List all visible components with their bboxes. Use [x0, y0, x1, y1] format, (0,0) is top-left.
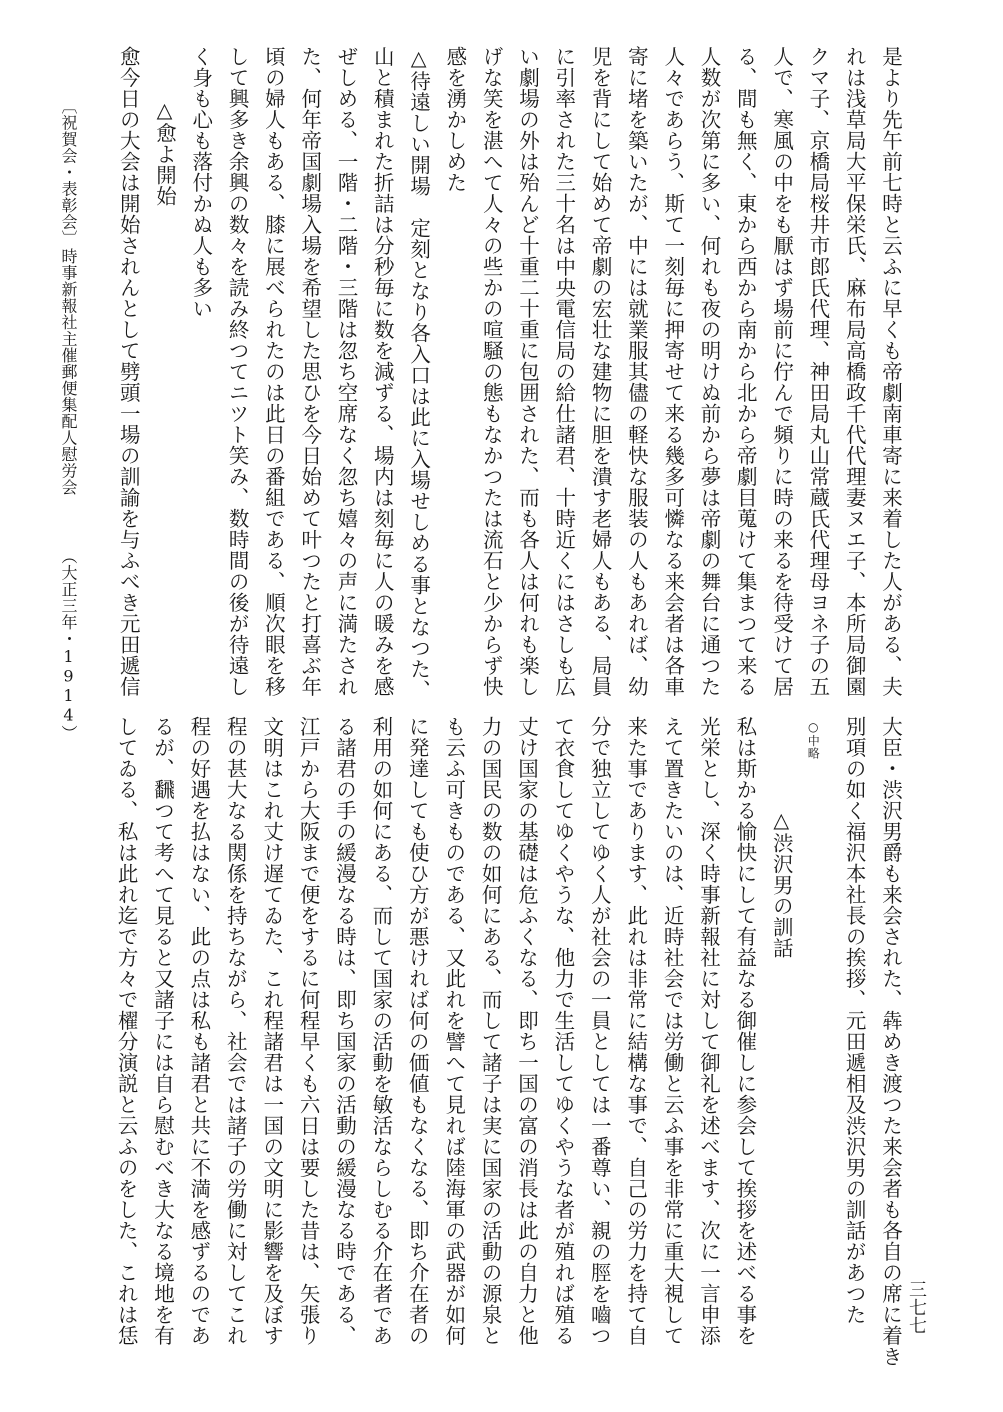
upper-text-column: △待遠しい開場 定刻となり各入口は此に入場せしめる事となつた、	[406, 46, 431, 701]
upper-text-column: して興多き余興の数々を読み終つてニツト笑み、数時間の後が待遠し	[225, 46, 250, 697]
upper-text-column: △愈よ開始	[152, 98, 177, 207]
lower-text-column: 別項の如く福沢本社長の挨拶、元田遞相及渋沢男の訓話があつた	[842, 716, 867, 1325]
upper-text-column: る、間も無く、東から西から南から北から帝劇目蒐けて集まつて来る	[733, 46, 758, 697]
lower-text-column: も云ふ可きものである、又此れを譬へて見れば陸海軍の武器が如何	[441, 716, 466, 1346]
lower-text-column: ○中略	[806, 720, 821, 760]
upper-text-column: に引率された三十名は中央電信局の給仕諸君、十時近くにはさしも広	[551, 46, 576, 697]
header-category: 〔祝賀会・表彰会〕	[59, 98, 78, 247]
lower-text-column: 光栄とし、深く時事新報社に対して御礼を述べます、次に一言申添	[696, 716, 721, 1346]
lower-text-column: るが、飜つて考へて見ると又諸子には自ら慰むべき大なる境地を有	[150, 716, 175, 1346]
upper-text-column: く身も心も落付かぬ人も多い	[188, 46, 213, 319]
upper-text-column: 頃の婦人もある、膝に展べられたのは此日の番組である、順次眼を移	[261, 46, 286, 697]
upper-text-column: 愈今日の大会は開始されんとして劈頭一場の訓諭を与ふべき元田遞信	[116, 46, 141, 697]
lower-text-column: 程の好遇を払はない、此の点は私も諸君と共に不満を感ずるのであ	[186, 716, 211, 1346]
lower-text-column: 丈け国家の基礎は危ふくなる、即ち一国の富の消長は此の自力と他	[514, 716, 539, 1346]
lower-text-column: 利用の如何にある、而して国家の活動を敏活ならしむる介在者であ	[368, 716, 393, 1346]
upper-text-column: 人で、寒風の中をも厭はず場前に佇んで頻りに時の来るを待受けて居	[769, 46, 794, 697]
upper-text-column: い劇場の外は殆んど十重二十重に包囲された、而も各人は何れも楽し	[515, 46, 540, 697]
upper-text-column: げな笑を湛へて人々の些かの喧騒の態もなかつたは流石と少からず快	[479, 46, 504, 697]
lower-text-column: △渋沢男の訓話	[769, 808, 794, 959]
lower-text-column: る諸君の手の緩漫なる時は、即ち国家の活動の緩漫なる時である、	[332, 716, 357, 1346]
upper-text-column: 人々であらう、斯て一刻毎に押寄せて来る幾多可憐なる来会者は各車	[660, 46, 685, 697]
upper-text-column: 児を背にして始めて帝劇の宏壮な建物に胆を潰す老婦人もある、局員	[588, 46, 613, 697]
lower-text-column: 分で独立してゆく人が社会の一員としては一番尊い、親の脛を嚙つ	[587, 716, 612, 1346]
lower-text-column: 江戸から大阪まで便をするに何程早くも六日は要した昔は、矢張り	[296, 716, 321, 1346]
lower-text-column: 力の国民の数の如何にある、而して諸子は実に国家の活動の源泉と	[478, 716, 503, 1346]
lower-text-column: 私は斯かる愉快にして有益なる御催しに参会して挨拶を述べる事を	[732, 716, 757, 1346]
header-title: 時事新報社主催郵便集配人慰労会	[59, 248, 78, 496]
lower-text-column: 大臣・渋沢男爵も来会された、犇めき渡つた来会者も各自の席に着き	[878, 716, 903, 1367]
header-date: （大正三年・1914）	[59, 548, 78, 742]
lower-text-column: 来た事であります、此れは非常に結構な事で、自己の労力を持て自	[623, 716, 648, 1346]
lower-text-column: えて置きたいのは、近時社会では労働と云ふ事を非常に重大視して	[660, 716, 685, 1346]
upper-text-column: 是より先午前七時と云ふに早くも帝劇南車寄に来着した人がある、夫	[878, 46, 903, 697]
upper-text-column: れは浅草局大平保栄氏、麻布局高橋政千代代理妻ヌエ子、本所局御園	[842, 46, 867, 697]
upper-text-column: た、何年帝国劇場入場を希望した思ひを今日始めて叶つたと打喜ぶ年	[297, 46, 322, 697]
upper-text-column: 感を湧かしめた	[442, 46, 467, 193]
upper-text-column: 人数が次第に多い、何れも夜の明けぬ前から夢は帝劇の舞台に通つた	[697, 46, 721, 697]
lower-text-column: 文明はこれ丈け遅てゐた、これ程諸君は一国の文明に影響を及ぼす	[259, 716, 284, 1346]
upper-text-column: クマ子、京橋局桜井市郎氏代理、神田局丸山常蔵氏代理母ヨネ子の五	[805, 46, 830, 697]
lower-text-column: に発達しても使ひ方が悪ければ何の価値もなくなる、即ち介在者の	[405, 716, 430, 1346]
upper-text-column: 山と積まれた折詰は分秒毎に数を減ずる、場内は刻毎に人の暖みを感	[370, 46, 395, 697]
lower-text-column: 程の甚大なる関係を持ちながら、社会では諸子の労働に対してこれ	[223, 716, 248, 1346]
upper-text-column: 寄に堵を築いたが、中には就業服其儘の軽快な服装の人もあれば、幼	[624, 46, 649, 697]
page-number: 三七七	[906, 1280, 927, 1334]
lower-text-column: て衣食してゆくやうな、他力で生活してゆくやうな者が殖れば殖る	[550, 716, 575, 1346]
lower-text-column: してゐる、私は此れ迄で方々で櫂分演説と云ふのをした、これは恁	[114, 716, 139, 1346]
upper-text-column: ぜしめる、一階・二階・三階は忽ち空席なく忽ち嬉々の声に満たされ	[334, 46, 358, 697]
